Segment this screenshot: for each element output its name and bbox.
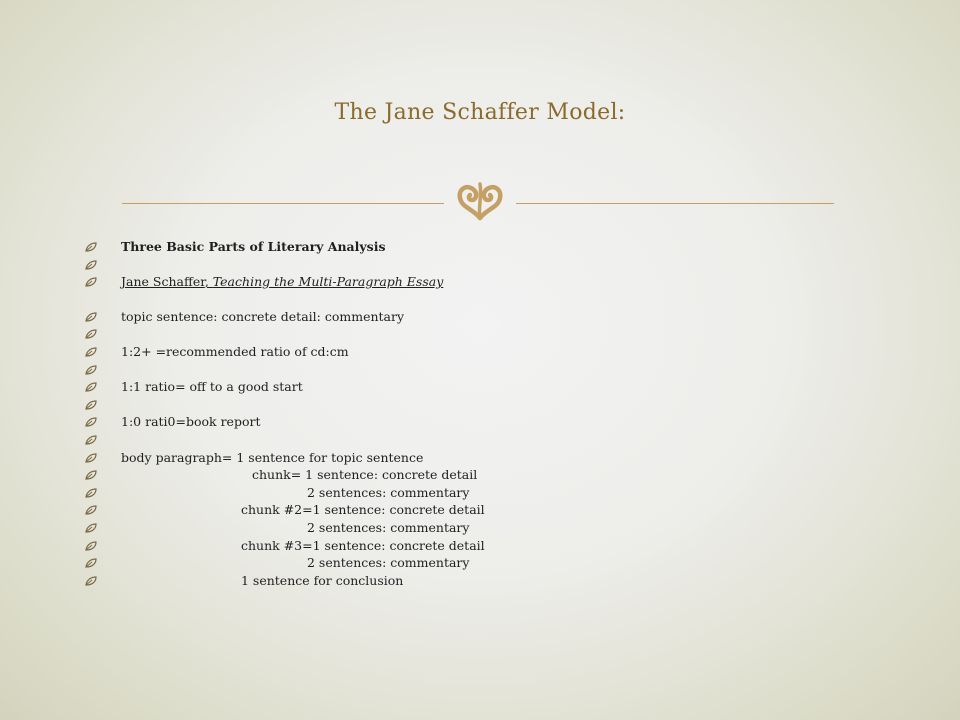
list-item-text: chunk= 1 sentence: concrete detail — [252, 467, 478, 483]
leaf-bullet-icon — [84, 346, 98, 358]
list-item-text: chunk #2=1 sentence: concrete detail — [241, 502, 485, 518]
leaf-bullet-icon — [84, 522, 98, 534]
leaf-bullet-icon — [84, 469, 98, 481]
leaf-bullet-icon — [84, 416, 98, 428]
list-item — [84, 413, 884, 431]
leaf-bullet-icon — [84, 487, 98, 499]
leaf-bullet-icon — [84, 328, 98, 340]
list-item — [84, 501, 884, 519]
leaf-bullet-icon — [84, 540, 98, 552]
list-item — [84, 519, 884, 537]
reference-citation — [121, 273, 443, 291]
list-item — [84, 572, 884, 590]
leaf-bullet-icon — [84, 311, 98, 323]
list-item-text: 2 sentences: commentary — [307, 484, 470, 500]
list-item — [84, 238, 884, 256]
list-item-text: 1:2+ =recommended ratio of cd:cm — [121, 343, 349, 359]
list-item — [84, 484, 884, 502]
leaf-bullet-icon — [84, 364, 98, 376]
list-item — [84, 273, 884, 291]
list-item — [84, 343, 884, 361]
leaf-bullet-icon — [84, 557, 98, 569]
leaf-bullet-icon — [84, 276, 98, 288]
slide-title: The Jane Schaffer Model: — [334, 100, 626, 125]
list-item — [84, 378, 884, 396]
title-divider-left — [122, 203, 444, 204]
reference-separator: , — [204, 274, 213, 290]
leaf-bullet-icon — [84, 434, 98, 446]
list-item — [84, 554, 884, 572]
list-item-text: 1:1 ratio= off to a good start — [121, 379, 303, 395]
list-item — [84, 449, 884, 467]
leaf-bullet-icon — [84, 399, 98, 411]
leaf-bullet-icon — [84, 241, 98, 253]
leaf-bullet-icon — [84, 452, 98, 464]
list-item-text: body paragraph= 1 sentence for topic sentence — [121, 449, 424, 465]
list-item — [84, 396, 884, 414]
reference-book-title: Teaching the Multi-Paragraph Essay — [212, 274, 444, 290]
fleuron-icon — [450, 178, 510, 222]
leaf-bullet-icon — [84, 259, 98, 271]
list-item-text: 1 sentence for conclusion — [241, 572, 404, 588]
title-divider-right — [516, 203, 834, 204]
list-item — [84, 325, 884, 343]
list-item — [84, 256, 884, 274]
leaf-bullet-icon — [84, 504, 98, 516]
list-item — [84, 431, 884, 449]
list-item-text: 2 sentences: commentary — [307, 555, 470, 571]
bullet-list — [84, 238, 884, 589]
list-item — [84, 361, 884, 379]
list-item-text: Three Basic Parts of Literary Analysis — [121, 239, 386, 254]
list-item-text: chunk #3=1 sentence: concrete detail — [241, 537, 485, 553]
leaf-bullet-icon — [84, 575, 98, 587]
list-item — [84, 466, 884, 484]
leaf-bullet-icon — [84, 381, 98, 393]
list-item — [84, 537, 884, 555]
list-item-text: 1:0 rati0=book report — [121, 414, 261, 430]
list-item-text: 2 sentences: commentary — [307, 519, 470, 535]
list-item — [84, 308, 884, 326]
reference-author: Jane Schaffer — [121, 274, 205, 290]
list-item-text: topic sentence: concrete detail: commentary — [121, 308, 405, 324]
